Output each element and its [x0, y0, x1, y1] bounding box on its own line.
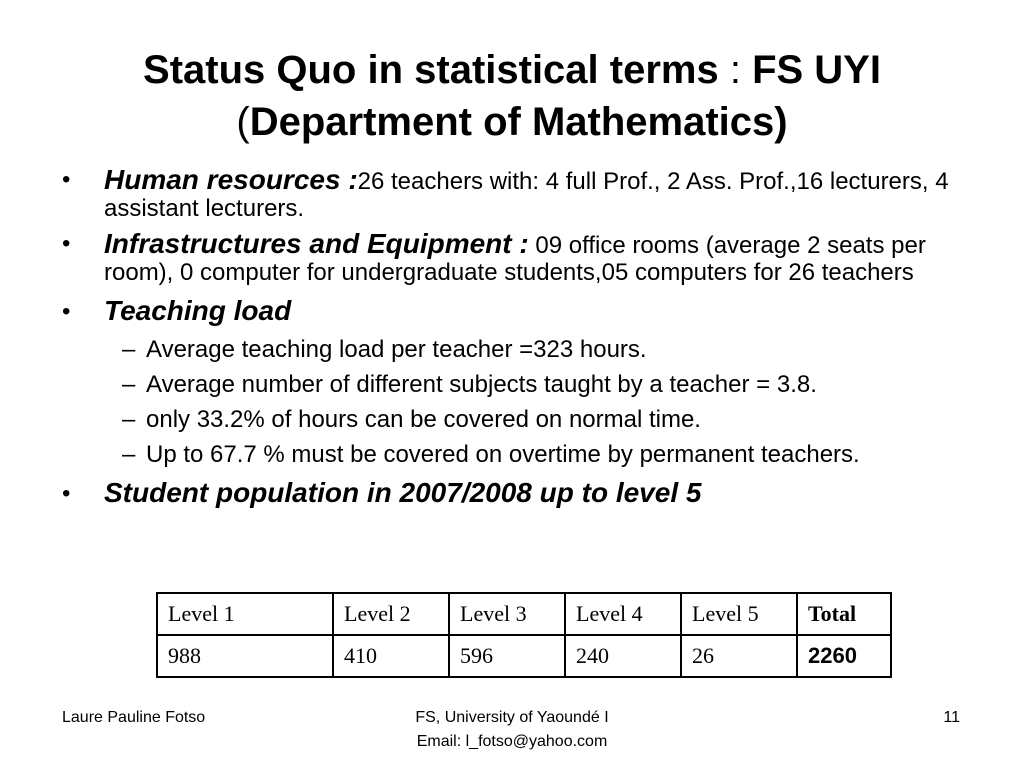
bullet-mark: • — [62, 166, 71, 193]
title-part-a: Status Quo in statistical terms — [143, 48, 719, 92]
population-table — [156, 592, 892, 678]
footer-institution-name: FS, University of Yaoundé I — [415, 709, 609, 726]
table-header-row — [157, 593, 891, 635]
bullet-mark: • — [62, 480, 71, 507]
table-cell: 596 — [449, 635, 565, 677]
bullet-infrastructure — [62, 230, 972, 286]
table-cell: 988 — [157, 635, 333, 677]
bullet-human-resources — [62, 166, 972, 222]
slide-body — [62, 166, 972, 518]
dash-mark: – — [122, 441, 136, 468]
title-colon: : — [718, 48, 753, 92]
footer-page-number: 11 — [943, 709, 960, 726]
footer-author: Laure Pauline Fotso — [62, 709, 206, 726]
table-total-cell: 2260 — [797, 635, 891, 677]
table-cell: 410 — [333, 635, 449, 677]
table-header-cell: Level 2 — [333, 593, 449, 635]
sub-bullet — [62, 441, 972, 468]
title-line2: Department of Mathematics) — [249, 100, 788, 144]
slide-title — [40, 44, 984, 148]
bullet-text: 26 teachers with: 4 full Prof., 2 Ass. Prof.,16 lecturers, 4 assistant lecturers. — [104, 168, 949, 222]
title-part-b: FS UYI — [752, 48, 881, 92]
bullet-text: 09 office rooms (average 2 seats per room), 0 computer for undergraduate students,05 computers for 26 teachers — [104, 232, 926, 286]
table-row — [157, 635, 891, 677]
bullet-lead: Infrastructures and Equipment : — [104, 228, 529, 259]
sub-bullet — [62, 406, 972, 433]
dash-mark: – — [122, 406, 136, 433]
bullet-student-population — [62, 476, 972, 510]
dash-mark: – — [122, 336, 136, 363]
footer-institution — [312, 706, 712, 754]
table-header-cell: Level 4 — [565, 593, 681, 635]
sub-bullet — [62, 336, 972, 363]
bullet-lead: Human resources : — [104, 164, 358, 195]
sub-bullet-text: only 33.2% of hours can be covered on normal time. — [146, 406, 701, 433]
bullet-mark: • — [62, 230, 71, 257]
sub-bullet — [62, 371, 972, 398]
table-header-cell: Level 1 — [157, 593, 333, 635]
population-table-wrap — [156, 592, 892, 678]
sub-bullet-text: Average number of different subjects taught by a teacher = 3.8. — [146, 371, 817, 398]
table-header-cell: Level 3 — [449, 593, 565, 635]
table-header-cell: Level 5 — [681, 593, 797, 635]
table-cell: 26 — [681, 635, 797, 677]
bullet-lead: Teaching load — [104, 295, 292, 326]
table-header-cell: Total — [797, 593, 891, 635]
bullet-lead: Student population in 2007/2008 up to level 5 — [104, 477, 702, 508]
bullet-teaching-load — [62, 294, 972, 328]
bullet-mark: • — [62, 298, 71, 325]
sub-bullet-text: Up to 67.7 % must be covered on overtime by permanent teachers. — [146, 441, 860, 468]
sub-bullet-text: Average teaching load per teacher =323 hours. — [146, 336, 647, 363]
footer-email: Email: l_fotso@yahoo.com — [416, 733, 608, 750]
dash-mark: – — [122, 371, 136, 398]
title-paren: ( — [236, 100, 250, 144]
table-cell: 240 — [565, 635, 681, 677]
